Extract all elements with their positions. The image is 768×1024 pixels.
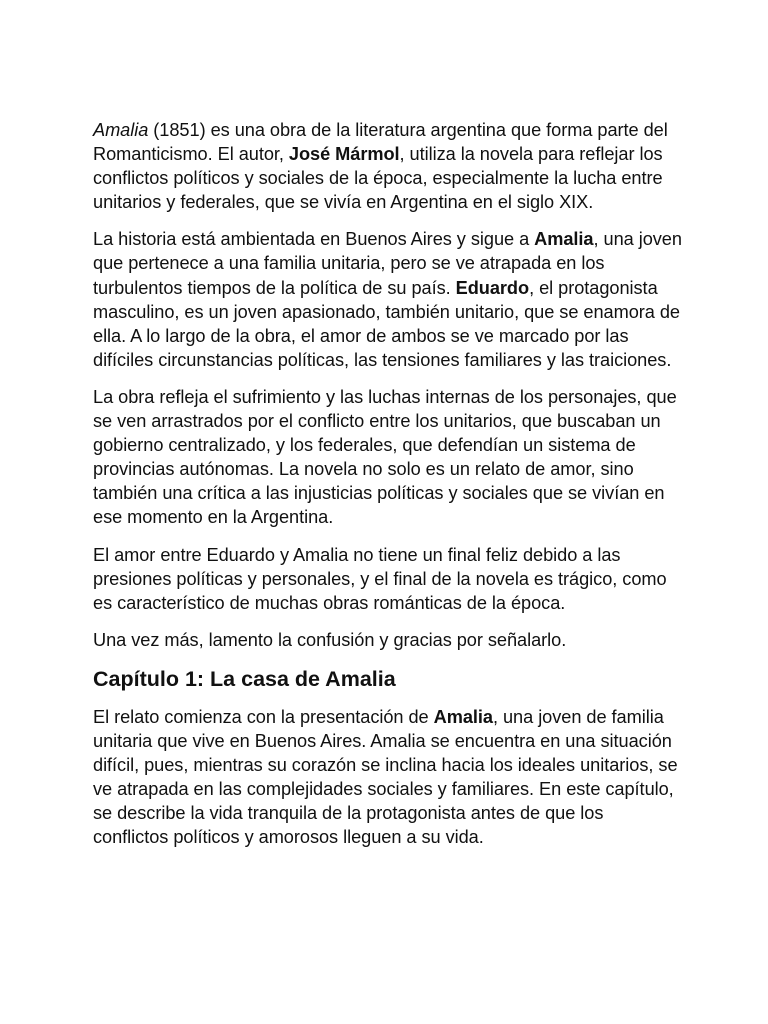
document-page <box>93 118 683 862</box>
paragraph-ending: El amor entre Eduardo y Amalia no tiene un final feliz debido a las presiones políticas y personales, y el final de la novela es trágico, como es característico de muchas obras románticas de la época. <box>93 544 667 613</box>
paragraph-conflict: La obra refleja el sufrimiento y las luchas internas de los personajes, que se ven arrastrados por el conflicto entre los unitarios, que buscaban un gobierno centralizado, y los federales, que defendían un sistema de provincias autónomas. La novela no solo es un relato de amor, sino también una crítica a las injusticias políticas y sociales que se vivían en ese momento en la Argentina. <box>93 386 677 528</box>
character-amalia: Amalia <box>433 706 493 727</box>
text-span: El relato comienza con la presentación de <box>93 706 434 727</box>
text-span: , el protagonista masculino, es un joven apasionado, también unitario, que se enamora de ella. A lo largo de la obra, el amor de ambos se ve marcado por las difíciles circunstancias políticas, las tensiones familiares y las traiciones. <box>93 277 680 370</box>
novel-title: Amalia <box>93 120 149 140</box>
text-span: (1851) es una obra de la literatura argentina que forma parte del Romanticismo. El autor, <box>93 120 668 165</box>
character-amalia: Amalia <box>534 229 594 250</box>
text-span: , utiliza la novela para reflejar los conflictos políticos y sociales de la época, especialmente la lucha entre unitarios y federales, que se vivía en Argentina en el siglo XIX. <box>93 144 663 213</box>
paragraph-apology: Una vez más, lamento la confusión y gracias por señalarlo. <box>93 629 567 650</box>
text-span: La historia está ambientada en Buenos Aires y sigue a <box>93 229 535 250</box>
text-span: , una joven que pertenece a una familia unitaria, pero se ve atrapada en los turbulentos tiempos de la política de su país. <box>93 229 682 298</box>
paragraph-intro <box>93 118 683 214</box>
character-eduardo: Eduardo <box>455 277 530 298</box>
paragraph-setting <box>93 227 683 372</box>
chapter-heading: Capítulo 1: La casa de Amalia <box>93 666 396 691</box>
text-span: , una joven de familia unitaria que vive en Buenos Aires. Amalia se encuentra en una situación difícil, pues, mientras su corazón se inclina hacia los ideales unitarios, se ve atrapada en las complejidades sociales y familiares. En este capítulo, se describe la vida tranquila de la protagonista antes de que los conflictos políticos y amorosos lleguen a su vida. <box>93 706 678 848</box>
paragraph-chapter-1 <box>93 705 683 850</box>
author-name: José Mármol <box>288 144 400 165</box>
